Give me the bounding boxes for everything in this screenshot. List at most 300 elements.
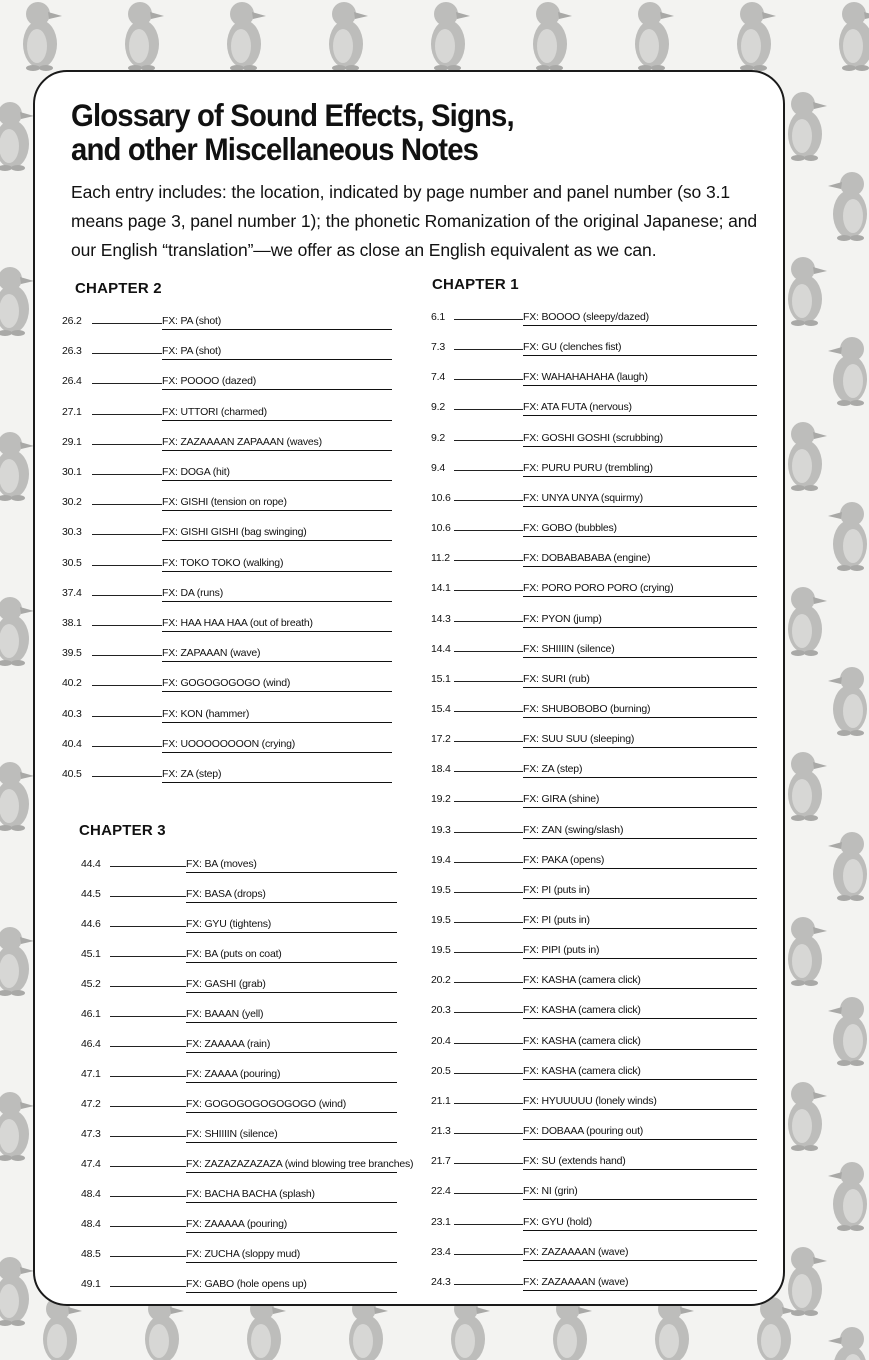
entry-leader-line	[92, 383, 162, 384]
glossary-entry	[81, 1067, 397, 1083]
entry-sound-effect: FX: ZA (step)	[523, 762, 757, 778]
entry-leader-line	[454, 952, 523, 953]
glossary-entry	[81, 1247, 397, 1263]
penguin-icon	[788, 92, 827, 161]
entry-location: 7.3	[431, 341, 445, 354]
glossary-entry	[431, 551, 757, 567]
entry-sound-effect: FX: SHIIIIN (silence)	[523, 642, 757, 658]
entry-location: 48.5	[81, 1248, 101, 1260]
entry-location: 45.1	[81, 948, 101, 960]
penguin-icon	[788, 1082, 827, 1151]
glossary-entry	[431, 702, 757, 718]
entry-sound-effect: FX: SUU SUU (sleeping)	[523, 732, 757, 748]
glossary-entry	[431, 340, 757, 356]
glossary-entry	[81, 1277, 397, 1293]
chapter-2-heading: CHAPTER 2	[75, 280, 162, 297]
entry-sound-effect: FX: ZAAAA (pouring)	[186, 1067, 397, 1083]
intro-text: Each entry includes: the location, indicated by page number and panel number (so 3.1 means page 3, panel number 1); the phonetic Romanization of the original Japanese; and our English “translation”—we offer as close an English equivalent as we can.	[71, 182, 758, 260]
entry-location: 14.1	[431, 582, 451, 595]
entry-sound-effect: FX: PORO PORO PORO (crying)	[523, 581, 757, 597]
entry-sound-effect: FX: PIPI (puts in)	[523, 943, 757, 959]
entry-leader-line	[92, 776, 162, 777]
entry-leader-line	[454, 1284, 523, 1285]
glossary-entry	[431, 1154, 757, 1170]
glossary-entry	[81, 1217, 397, 1233]
penguin-icon	[227, 2, 266, 71]
entry-location: 18.4	[431, 763, 451, 776]
entry-sound-effect: FX: ATA FUTA (nervous)	[523, 400, 757, 416]
entry-sound-effect: FX: GYU (hold)	[523, 1215, 757, 1231]
penguin-icon	[0, 267, 34, 336]
entry-location: 21.3	[431, 1125, 451, 1138]
entry-location: 22.4	[431, 1185, 451, 1198]
entry-location: 49.1	[81, 1278, 101, 1290]
entry-sound-effect: FX: DOBABABABA (engine)	[523, 551, 757, 567]
entry-sound-effect: FX: GU (clenches fist)	[523, 340, 757, 356]
glossary-entry	[62, 737, 392, 753]
entry-leader-line	[454, 771, 523, 772]
glossary-entry	[431, 913, 757, 929]
entry-leader-line	[454, 681, 523, 682]
entry-sound-effect: FX: UNYA UNYA (squirmy)	[523, 491, 757, 507]
entry-location: 46.1	[81, 1008, 101, 1020]
penguin-icon	[0, 432, 34, 501]
glossary-entry	[62, 556, 392, 572]
entry-leader-line	[110, 926, 186, 927]
penguin-icon	[533, 2, 572, 71]
entry-sound-effect: FX: UOOOOOOOON (crying)	[162, 737, 392, 753]
entry-sound-effect: FX: BA (moves)	[186, 857, 397, 873]
entry-leader-line	[110, 1256, 186, 1257]
entry-leader-line	[454, 982, 523, 983]
entry-leader-line	[454, 530, 523, 531]
entry-leader-line	[92, 625, 162, 626]
glossary-entry	[431, 431, 757, 447]
penguin-icon	[553, 1297, 592, 1360]
glossary-entry	[81, 1037, 397, 1053]
entry-leader-line	[454, 1254, 523, 1255]
entry-location: 14.3	[431, 612, 451, 625]
glossary-entry	[62, 374, 392, 390]
entry-leader-line	[110, 956, 186, 957]
entry-leader-line	[92, 595, 162, 596]
entry-leader-line	[454, 1224, 523, 1225]
entry-leader-line	[92, 746, 162, 747]
glossary-entry	[81, 1187, 397, 1203]
entry-location: 17.2	[431, 733, 451, 746]
glossary-entry	[431, 521, 757, 537]
penguin-icon	[125, 2, 164, 71]
entry-location: 23.1	[431, 1215, 451, 1228]
entry-leader-line	[454, 741, 523, 742]
entry-leader-line	[454, 651, 523, 652]
glossary-entry	[62, 646, 392, 662]
entry-location: 40.5	[62, 768, 82, 780]
penguin-icon	[788, 1247, 827, 1316]
glossary-entry	[431, 973, 757, 989]
entry-sound-effect: FX: GYU (tightens)	[186, 917, 397, 933]
entry-sound-effect: FX: ZA (step)	[162, 767, 392, 783]
entry-location: 23.4	[431, 1245, 451, 1258]
entry-location: 19.4	[431, 853, 451, 866]
penguin-icon	[839, 2, 869, 71]
glossary-entry	[431, 853, 757, 869]
entry-location: 26.3	[62, 345, 82, 358]
entry-sound-effect: FX: BA (puts on coat)	[186, 947, 397, 963]
entry-location: 20.2	[431, 974, 451, 987]
glossary-entry	[62, 616, 392, 632]
entry-sound-effect: FX: PI (puts in)	[523, 913, 757, 929]
entry-sound-effect: FX: WAHAHAHAHA (laugh)	[523, 370, 757, 386]
entry-leader-line	[110, 896, 186, 897]
penguin-icon	[788, 752, 827, 821]
entry-location: 39.5	[62, 647, 82, 660]
entry-sound-effect: FX: NI (grin)	[523, 1184, 757, 1200]
entry-location: 29.1	[62, 435, 82, 448]
glossary-entry	[81, 1097, 397, 1113]
glossary-entry	[81, 1157, 414, 1173]
entry-sound-effect: FX: SURI (rub)	[523, 672, 757, 688]
glossary-entry	[431, 310, 757, 326]
entry-sound-effect: FX: ZAAAAA (pouring)	[186, 1217, 397, 1233]
entry-location: 9.2	[431, 401, 445, 414]
entry-sound-effect: FX: BAAAN (yell)	[186, 1007, 397, 1023]
glossary-entry	[431, 400, 757, 416]
entry-location: 26.2	[62, 315, 82, 327]
entry-sound-effect: FX: KASHA (camera click)	[523, 973, 757, 989]
entry-leader-line	[92, 565, 162, 566]
glossary-entry	[431, 1245, 757, 1261]
glossary-entry	[81, 887, 397, 903]
glossary-entry	[431, 1184, 757, 1200]
penguin-icon	[0, 1092, 34, 1161]
entry-leader-line	[110, 1016, 186, 1017]
entry-sound-effect: FX: ZAAAAA (rain)	[186, 1037, 397, 1053]
entry-sound-effect: FX: KASHA (camera click)	[523, 1034, 757, 1050]
entry-location: 15.1	[431, 672, 451, 685]
glossary-entry	[431, 370, 757, 386]
entry-location: 15.4	[431, 702, 451, 715]
chapter-1-heading: CHAPTER 1	[432, 276, 519, 293]
glossary-entry	[62, 435, 392, 451]
entry-sound-effect: FX: PURU PURU (trembling)	[523, 461, 757, 477]
penguin-icon	[828, 667, 867, 736]
entry-leader-line	[110, 986, 186, 987]
glossary-entry	[431, 762, 757, 778]
glossary-entry	[62, 405, 392, 421]
entry-sound-effect: FX: PAKA (opens)	[523, 853, 757, 869]
entry-location: 19.5	[431, 883, 451, 896]
entry-sound-effect: FX: HYUUUUU (lonely winds)	[523, 1094, 757, 1110]
glossary-entry	[62, 586, 392, 602]
entry-sound-effect: FX: ZAPAAAN (wave)	[162, 646, 392, 662]
entry-sound-effect: FX: ZAZAAAAN ZAPAAAN (waves)	[162, 435, 392, 451]
entry-location: 24.3	[431, 1275, 451, 1288]
entry-location: 20.5	[431, 1064, 451, 1077]
entry-location: 44.4	[81, 858, 101, 870]
entry-leader-line	[454, 1163, 523, 1164]
entry-sound-effect: FX: ZAN (swing/slash)	[523, 823, 757, 839]
title-line-1: Glossary of Sound Effects, Signs,	[71, 97, 514, 133]
entry-sound-effect: FX: GOBO (bubbles)	[523, 521, 757, 537]
entry-location: 19.5	[431, 914, 451, 926]
glossary-entry	[431, 612, 757, 628]
entry-location: 20.4	[431, 1034, 451, 1047]
entry-location: 19.5	[431, 944, 451, 957]
entry-location: 10.6	[431, 491, 451, 504]
entry-sound-effect: FX: KON (hammer)	[162, 707, 392, 723]
entry-leader-line	[92, 444, 162, 445]
entry-sound-effect: FX: ZUCHA (sloppy mud)	[186, 1247, 397, 1263]
glossary-entry	[431, 943, 757, 959]
entry-leader-line	[110, 1106, 186, 1107]
chapter-3-heading: CHAPTER 3	[79, 822, 166, 839]
entry-leader-line	[92, 655, 162, 656]
glossary-entry	[431, 1064, 757, 1080]
entry-location: 40.2	[62, 677, 82, 690]
glossary-entry	[431, 491, 757, 507]
entry-location: 6.1	[431, 311, 445, 323]
penguin-icon	[828, 832, 867, 901]
glossary-entry	[81, 947, 397, 963]
entry-location: 40.4	[62, 737, 82, 750]
glossary-entry	[62, 707, 392, 723]
glossary-entry	[62, 465, 392, 481]
penguin-icon	[349, 1297, 388, 1360]
entry-leader-line	[92, 716, 162, 717]
entry-location: 9.4	[431, 461, 445, 474]
penguin-icon	[655, 1297, 694, 1360]
entry-location: 38.1	[62, 617, 82, 629]
entry-leader-line	[454, 319, 523, 320]
entry-location: 44.6	[81, 918, 101, 930]
penguin-icon	[0, 1257, 34, 1326]
glossary-entry	[431, 642, 757, 658]
entry-location: 47.2	[81, 1098, 101, 1110]
entry-leader-line	[454, 379, 523, 380]
entry-location: 44.5	[81, 888, 101, 900]
penguin-icon	[635, 2, 674, 71]
entry-leader-line	[454, 1043, 523, 1044]
entry-location: 30.1	[62, 466, 82, 478]
glossary-entry	[62, 525, 392, 541]
entry-leader-line	[110, 1076, 186, 1077]
entry-leader-line	[92, 353, 162, 354]
entry-sound-effect: FX: DOGA (hit)	[162, 465, 392, 481]
entry-sound-effect: FX: GISHI GISHI (bag swinging)	[162, 525, 392, 541]
penguin-icon	[788, 422, 827, 491]
entry-sound-effect: FX: GASHI (grab)	[186, 977, 397, 993]
glossary-entry	[431, 1094, 757, 1110]
entry-leader-line	[110, 1046, 186, 1047]
entry-leader-line	[454, 1073, 523, 1074]
penguin-icon	[828, 337, 867, 406]
glossary-entry	[431, 1124, 757, 1140]
entry-location: 9.2	[431, 431, 445, 444]
entry-leader-line	[92, 504, 162, 505]
entry-location: 26.4	[62, 375, 82, 388]
title-line-2: and other Miscellaneous Notes	[71, 131, 479, 167]
entry-sound-effect: FX: ZAZAAAAN (wave)	[523, 1275, 757, 1291]
entry-sound-effect: FX: PA (shot)	[162, 344, 392, 360]
penguin-icon	[0, 927, 34, 996]
entry-location: 30.2	[62, 496, 82, 509]
entry-location: 48.4	[81, 1218, 101, 1230]
glossary-entry	[431, 1003, 757, 1019]
glossary-entry	[62, 314, 392, 330]
glossary-entry	[81, 857, 397, 873]
entry-sound-effect: FX: SU (extends hand)	[523, 1154, 757, 1170]
penguin-icon	[23, 2, 62, 71]
entry-sound-effect: FX: KASHA (camera click)	[523, 1064, 757, 1080]
entry-leader-line	[92, 323, 162, 324]
entry-sound-effect: FX: BASA (drops)	[186, 887, 397, 903]
penguin-icon	[828, 1327, 867, 1360]
entry-leader-line	[110, 1286, 186, 1287]
glossary-entry	[431, 1275, 757, 1291]
entry-leader-line	[454, 409, 523, 410]
entry-leader-line	[454, 470, 523, 471]
entry-sound-effect: FX: GOSHI GOSHI (scrubbing)	[523, 431, 757, 447]
entry-sound-effect: FX: PA (shot)	[162, 314, 392, 330]
entry-leader-line	[454, 1012, 523, 1013]
entry-leader-line	[110, 1196, 186, 1197]
penguin-icon	[788, 587, 827, 656]
entry-leader-line	[110, 866, 186, 867]
penguin-icon	[43, 1297, 82, 1360]
glossary-panel	[33, 70, 785, 1306]
entry-sound-effect: FX: SHIIIIN (silence)	[186, 1127, 397, 1143]
entry-sound-effect: FX: GOGOGOGOGOGOGO (wind)	[186, 1097, 397, 1113]
entry-location: 47.4	[81, 1158, 101, 1170]
entry-leader-line	[454, 349, 523, 350]
entry-sound-effect: FX: DA (runs)	[162, 586, 392, 602]
glossary-entry	[431, 461, 757, 477]
entry-location: 11.2	[431, 552, 450, 565]
glossary-entry	[431, 581, 757, 597]
entry-sound-effect: FX: POOOO (dazed)	[162, 374, 392, 390]
entry-leader-line	[454, 590, 523, 591]
entry-leader-line	[454, 892, 523, 893]
penguin-icon	[0, 102, 34, 171]
entry-leader-line	[454, 922, 523, 923]
entry-sound-effect: FX: KASHA (camera click)	[523, 1003, 757, 1019]
entry-location: 30.3	[62, 526, 82, 539]
penguin-icon	[451, 1297, 490, 1360]
entry-location: 10.6	[431, 522, 451, 535]
entry-sound-effect: FX: SHUBOBOBO (burning)	[523, 702, 757, 718]
glossary-entry	[431, 883, 757, 899]
glossary-entry	[62, 344, 392, 360]
page-title	[71, 98, 685, 166]
entry-leader-line	[110, 1136, 186, 1137]
entry-leader-line	[454, 801, 523, 802]
entry-leader-line	[92, 685, 162, 686]
entry-location: 19.2	[431, 793, 451, 806]
entry-leader-line	[454, 500, 523, 501]
entry-location: 47.3	[81, 1128, 101, 1140]
glossary-entry	[81, 977, 397, 993]
entry-sound-effect: FX: GOGOGOGOGO (wind)	[162, 676, 392, 692]
glossary-entry	[81, 917, 397, 933]
entry-location: 20.3	[431, 1004, 451, 1017]
penguin-icon	[145, 1297, 184, 1360]
glossary-entry	[62, 767, 392, 783]
entry-leader-line	[110, 1226, 186, 1227]
entry-location: 37.4	[62, 586, 82, 599]
entry-location: 27.1	[62, 405, 82, 418]
entry-sound-effect: FX: ZAZAAAAN (wave)	[523, 1245, 757, 1261]
entry-sound-effect: FX: PI (puts in)	[523, 883, 757, 899]
entry-location: 21.7	[431, 1155, 451, 1168]
glossary-entry	[431, 823, 757, 839]
entry-leader-line	[92, 474, 162, 475]
entry-sound-effect: FX: ZAZAZAZAZAZA (wind blowing tree branches)	[186, 1157, 397, 1173]
glossary-entry	[431, 732, 757, 748]
entry-location: 45.2	[81, 978, 101, 990]
penguin-icon	[737, 2, 776, 71]
penguin-icon	[788, 917, 827, 986]
entry-location: 21.1	[431, 1094, 451, 1107]
penguin-icon	[828, 1162, 867, 1231]
glossary-entry	[431, 792, 757, 808]
entry-location: 40.3	[62, 707, 82, 720]
entry-leader-line	[454, 1103, 523, 1104]
penguin-icon	[0, 597, 34, 666]
penguin-icon	[329, 2, 368, 71]
entry-leader-line	[92, 534, 162, 535]
entry-location: 19.3	[431, 823, 451, 836]
entry-location: 47.1	[81, 1068, 101, 1080]
entry-location: 14.4	[431, 642, 451, 655]
glossary-entry	[81, 1007, 397, 1023]
glossary-entry	[81, 1127, 397, 1143]
entry-leader-line	[110, 1166, 186, 1167]
entry-leader-line	[92, 414, 162, 415]
glossary-entry	[62, 495, 392, 511]
entry-location: 46.4	[81, 1038, 101, 1050]
entry-leader-line	[454, 560, 523, 561]
entry-leader-line	[454, 621, 523, 622]
entry-leader-line	[454, 711, 523, 712]
entry-location: 30.5	[62, 556, 82, 569]
penguin-icon	[788, 257, 827, 326]
glossary-entry	[431, 1215, 757, 1231]
entry-leader-line	[454, 1133, 523, 1134]
entry-sound-effect: FX: GIRA (shine)	[523, 792, 757, 808]
entry-sound-effect: FX: BOOOO (sleepy/dazed)	[523, 310, 757, 326]
entry-leader-line	[454, 862, 523, 863]
entry-sound-effect: FX: GABO (hole opens up)	[186, 1277, 397, 1293]
entry-sound-effect: FX: GISHI (tension on rope)	[162, 495, 392, 511]
penguin-icon	[0, 762, 34, 831]
glossary-entry	[62, 676, 392, 692]
penguin-icon	[757, 1297, 796, 1360]
entry-location: 7.4	[431, 371, 445, 384]
penguin-icon	[828, 172, 867, 241]
entry-leader-line	[454, 832, 523, 833]
penguin-icon	[828, 997, 867, 1066]
entry-sound-effect: FX: BACHA BACHA (splash)	[186, 1187, 397, 1203]
penguin-icon	[828, 502, 867, 571]
glossary-entry	[431, 1034, 757, 1050]
entry-sound-effect: FX: UTTORI (charmed)	[162, 405, 392, 421]
penguin-icon	[247, 1297, 286, 1360]
penguin-icon	[431, 2, 470, 71]
glossary-entry	[431, 672, 757, 688]
entry-sound-effect: FX: HAA HAA HAA (out of breath)	[162, 616, 392, 632]
entry-sound-effect: FX: TOKO TOKO (walking)	[162, 556, 392, 572]
